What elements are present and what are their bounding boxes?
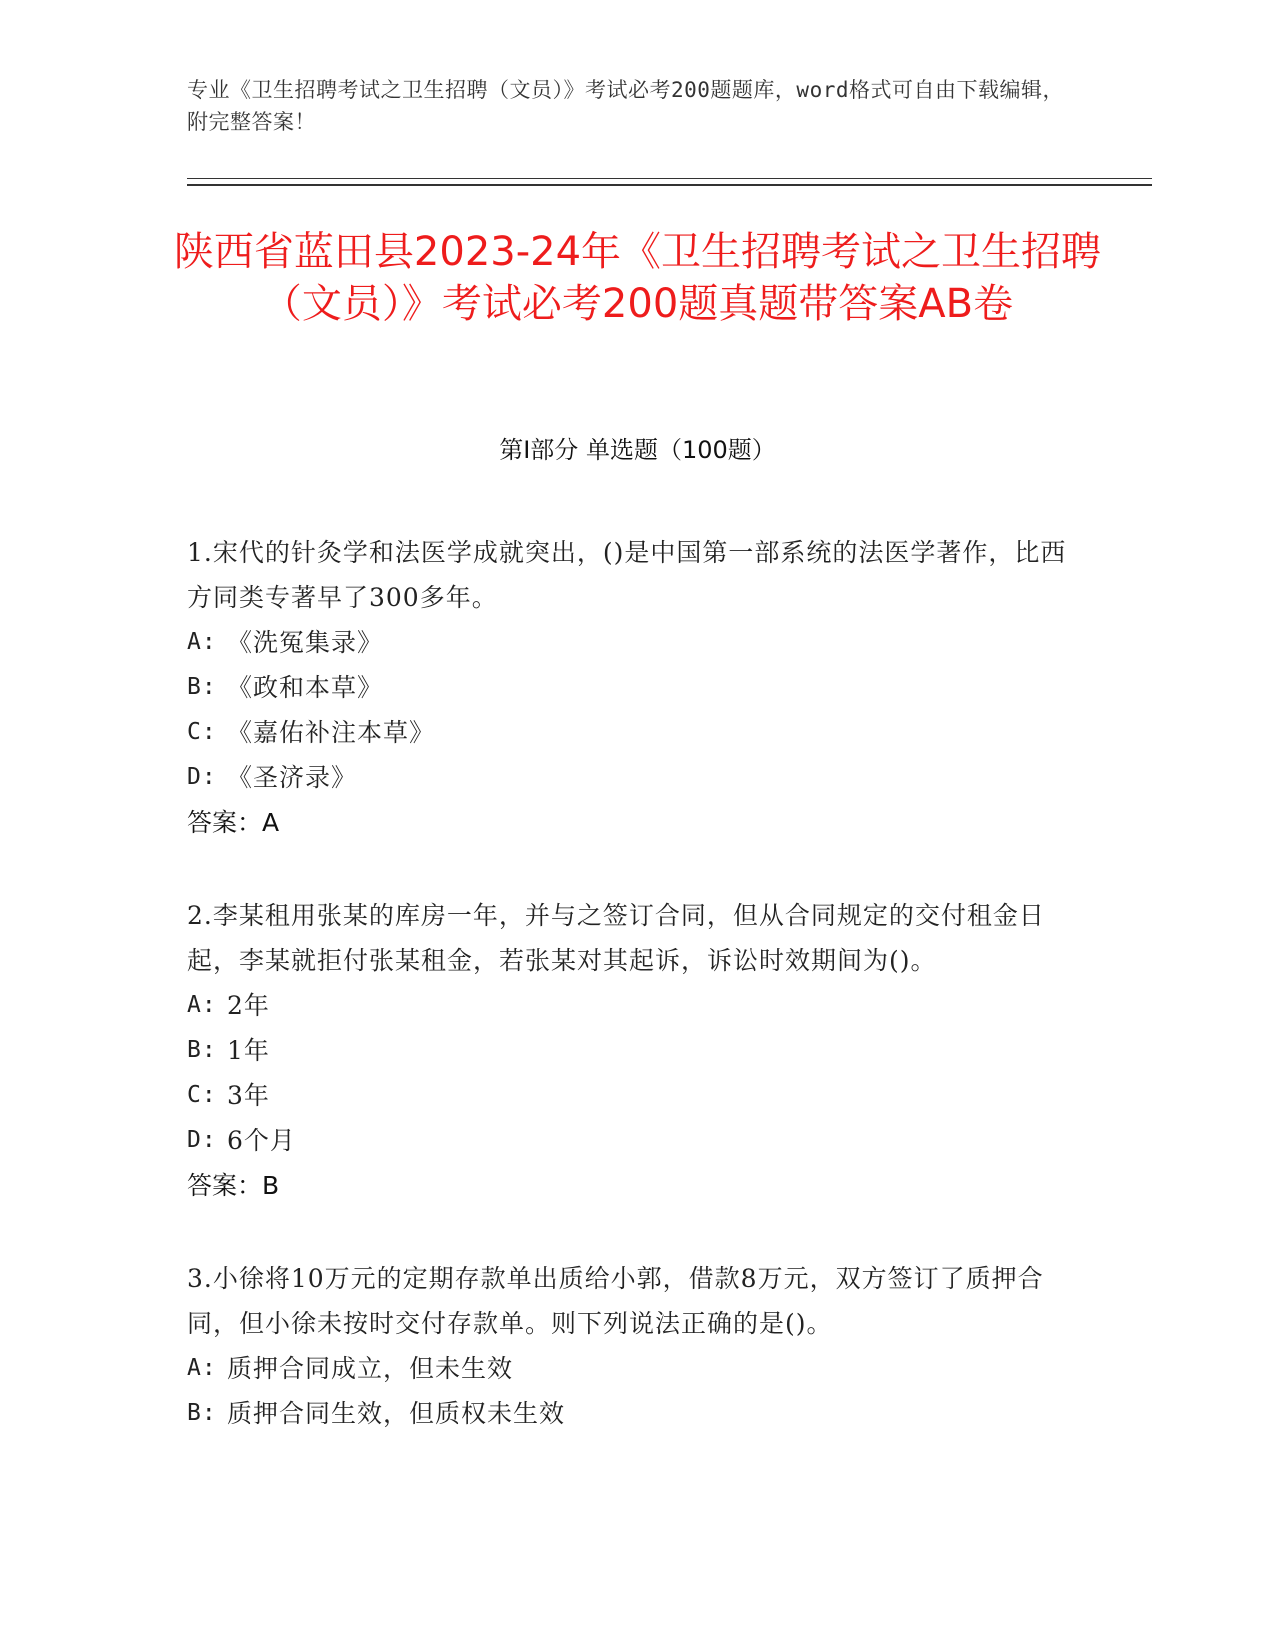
option-letter: B: (187, 1400, 217, 1426)
question-1 (187, 530, 1067, 845)
option-c (187, 710, 1067, 755)
option-text: 2年 (227, 991, 270, 1020)
option-text: 质押合同生效，但质权未生效 (227, 1399, 566, 1428)
document-title: 陕西省蓝田县2023-24年《卫生招聘考试之卫生招聘（文员）》考试必考200题真题带答案AB卷 (173, 229, 1102, 327)
option-letter: A: (187, 1355, 217, 1381)
question-stem: 2.李某租用张某的库房一年，并与之签订合同，但从合同规定的交付租金日起，李某就拒付张某租金，若张某对其起诉，诉讼时效期间为()。 (187, 901, 1045, 975)
option-b (187, 665, 1067, 710)
option-letter: D: (187, 1127, 217, 1153)
option-letter: B: (187, 1037, 217, 1063)
option-a (187, 1346, 1067, 1391)
question-3 (187, 1256, 1067, 1436)
option-text: 3年 (227, 1081, 270, 1110)
option-letter: A: (187, 629, 217, 655)
section-heading: 第I部分 单选题（100题） (499, 436, 776, 464)
option-letter: D: (187, 764, 217, 790)
header-note: 专业《卫生招聘考试之卫生招聘（文员）》考试必考200题题库，word格式可自由下载编辑，附完整答案！ (187, 78, 1064, 134)
option-d (187, 755, 1067, 800)
option-a (187, 983, 1067, 1028)
option-text: 质押合同成立，但未生效 (227, 1354, 514, 1383)
option-text: 1年 (227, 1036, 270, 1065)
option-letter: C: (187, 1082, 217, 1108)
option-text: 《政和本草》 (227, 673, 384, 702)
option-c (187, 1073, 1067, 1118)
option-text: 《洗冤集录》 (227, 628, 384, 657)
option-text: 《圣济录》 (227, 763, 358, 792)
question-2 (187, 893, 1067, 1208)
option-text: 6个月 (227, 1126, 296, 1155)
question-stem: 3.小徐将10万元的定期存款单出质给小郭，借款8万元，双方签订了质押合同，但小徐未按时交付存款单。则下列说法正确的是()。 (187, 1264, 1044, 1338)
answer-line: 答案：A (187, 808, 280, 837)
option-b (187, 1028, 1067, 1073)
option-text: 《嘉佑补注本草》 (227, 718, 436, 747)
header-divider-thick (187, 184, 1152, 186)
header-divider-thin (187, 178, 1152, 179)
answer-line: 答案：B (187, 1171, 280, 1200)
option-d (187, 1118, 1067, 1163)
option-a (187, 620, 1067, 665)
question-list (187, 530, 1067, 1484)
question-stem: 1.宋代的针灸学和法医学成就突出，()是中国第一部系统的法医学著作，比西方同类专著早了300多年。 (187, 538, 1067, 612)
option-letter: A: (187, 992, 217, 1018)
option-letter: C: (187, 719, 217, 745)
option-b (187, 1391, 1067, 1436)
option-letter: B: (187, 674, 217, 700)
